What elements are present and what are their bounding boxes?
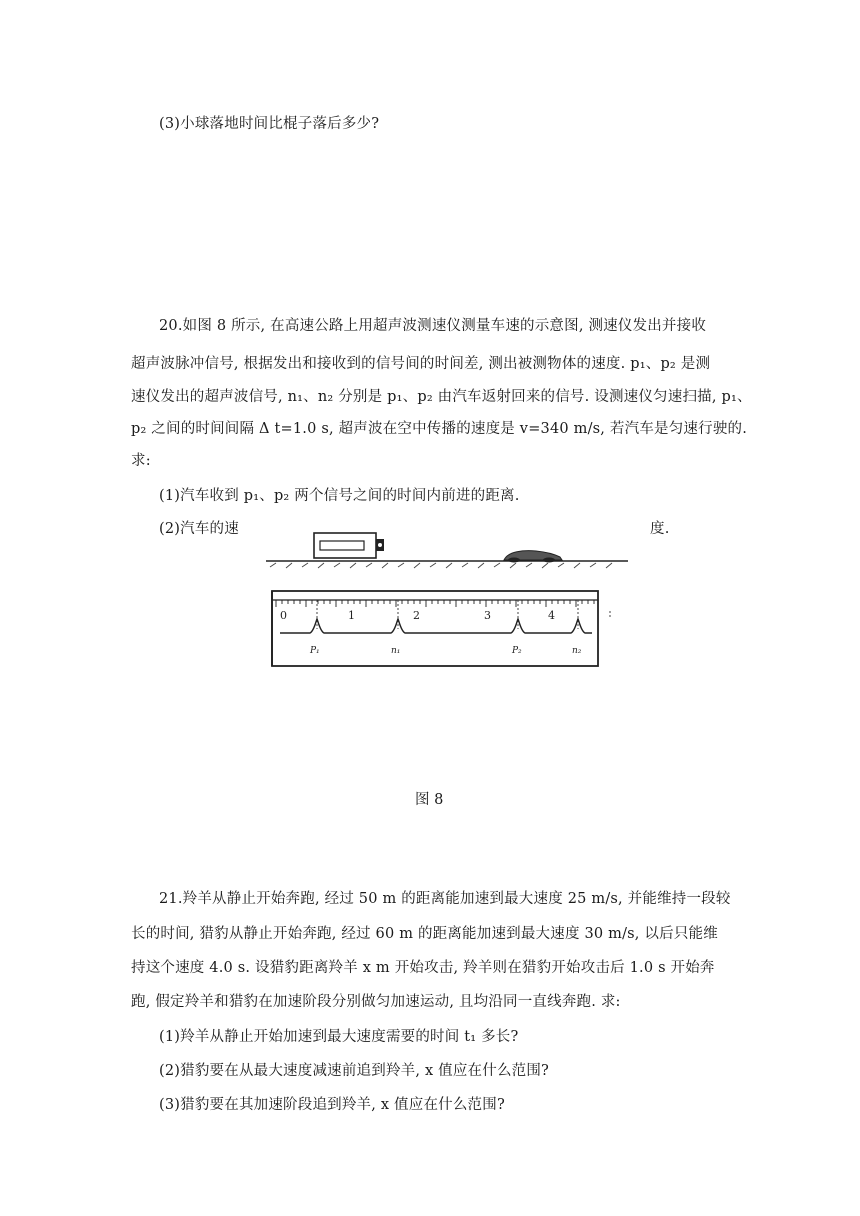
pulse-label-p2: P₂: [512, 646, 522, 656]
pulse-labels: [309, 646, 582, 656]
q20-part1: (1)汽车收到 p₁、p₂ 两个信号之间的时间内前进的距离.: [159, 488, 520, 504]
pulse-label-n2: n₂: [572, 646, 582, 656]
figure-caption: 图 8: [415, 792, 444, 808]
signal-trace: [280, 619, 592, 633]
scale-number: 0: [280, 609, 287, 622]
pulse-markers: [317, 600, 578, 629]
q21-line2: 长的时间, 猎豹从静止开始奔跑, 经过 60 m 的距离能加速到最大速度 30 m/s, 以后只能维: [131, 926, 718, 942]
speed-detector-icon: [314, 533, 384, 558]
q21-part3: (3)猎豹要在其加速阶段追到羚羊, x 值应在什么范围?: [159, 1097, 505, 1113]
q20-line4: p₂ 之间的时间间隔 Δ t=1.0 s, 超声波在空中传播的速度是 v=340 m/s, 若汽车是匀速行驶的.: [131, 421, 748, 437]
q20-line3: 速仪发出的超声波信号, n₁、n₂ 分别是 p₁、p₂ 由汽车返射回来的信号. 设测速仪匀速扫描, p₁、: [131, 389, 752, 405]
q20-part2-right: 度.: [650, 521, 670, 537]
scale-number: 4: [548, 609, 555, 622]
q19-part3: (3)小球落地时间比棍子落后多少?: [159, 116, 380, 132]
q20-part2-left: (2)汽车的速: [159, 521, 239, 537]
q21-line4: 跑, 假定羚羊和猎豹在加速阶段分别做匀加速运动, 且均沿同一直线奔跑. 求:: [131, 994, 621, 1010]
q21-line3: 持这个速度 4.0 s. 设猎豹距离羚羊 x m 开始攻击, 羚羊则在猎豹开始攻击后 1.0 s 开始奔: [131, 960, 715, 976]
ultrasonic-speed-figure: [262, 523, 634, 668]
q20-line5: 求:: [131, 453, 151, 469]
scale-number: 2: [413, 609, 420, 622]
scale-number: 3: [484, 609, 491, 622]
scale-numbers: [280, 609, 555, 622]
pulse-label-p1: P₁: [310, 646, 320, 656]
q21-line1: 21.羚羊从静止开始奔跑, 经过 50 m 的距离能加速到最大速度 25 m/s, 并能维持一段较: [159, 891, 731, 907]
q20-line1: 20.如图 8 所示, 在高速公路上用超声波测速仪测量车速的示意图, 测速仪发出并接收: [159, 318, 707, 334]
scale-ticks: [276, 600, 594, 607]
road: [266, 561, 628, 568]
q21-part1: (1)羚羊从静止开始加速到最大速度需要的时间 t₁ 多长?: [159, 1029, 519, 1045]
q20-line2: 超声波脉冲信号, 根据发出和接收到的信号间的时间差, 测出被测物体的速度. p₁、p₂ 是测: [131, 356, 711, 372]
pulse-label-n1: n₁: [391, 646, 401, 656]
q21-part2: (2)猎豹要在从最大速度减速前追到羚羊, x 值应在什么范围?: [159, 1063, 550, 1079]
scale-number: 1: [348, 609, 355, 622]
